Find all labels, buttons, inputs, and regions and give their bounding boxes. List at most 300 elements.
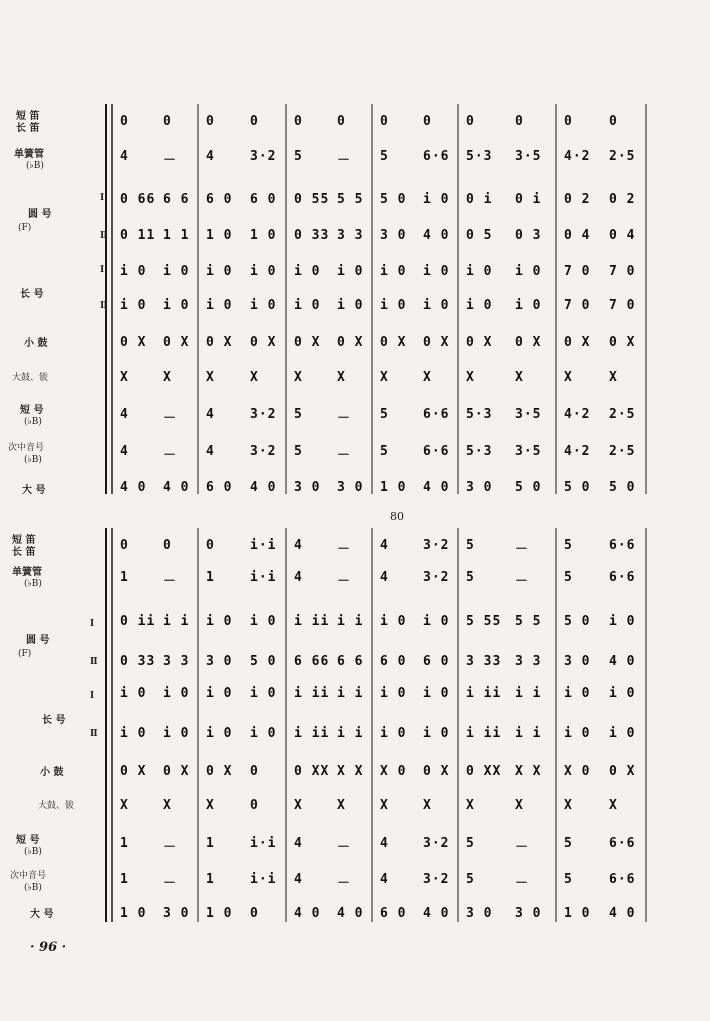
note-group: 5·3 (466, 149, 493, 164)
note-group: X (564, 370, 573, 385)
note-group: 5 (466, 538, 475, 553)
note-group: 0 X (564, 335, 591, 350)
note-group: 6 0 (380, 654, 407, 669)
note-group: 4 0 (609, 906, 636, 921)
note-group: i i (163, 614, 190, 629)
instrument-label: 大鼓、钹 (38, 801, 75, 811)
note-group: 5 0 (380, 192, 407, 207)
note-group: 0 5 (466, 228, 493, 243)
note-group: 5·3 (466, 407, 493, 422)
note-group: 0 X (380, 335, 407, 350)
note-group: － (515, 840, 530, 855)
note-group: 5 (294, 149, 303, 164)
instrument-label: 单簧管 (12, 567, 42, 578)
note-group: i 0 (250, 726, 277, 741)
note-group: 4 (206, 444, 215, 459)
note-group: 6·6 (609, 872, 636, 887)
note-group: i 0 (206, 726, 233, 741)
note-group: 4 (206, 407, 215, 422)
note-group: i 0 (120, 726, 147, 741)
note-group: i·i (250, 836, 277, 851)
note-group: i ii (294, 686, 330, 701)
note-group: 0 3 (515, 228, 542, 243)
note-group: 5 (564, 538, 573, 553)
note-group: 1 1 (163, 228, 190, 243)
note-group: X (515, 370, 524, 385)
note-group: i 0 (250, 686, 277, 701)
instrument-label: 长 号 (42, 715, 66, 726)
note-group: 4 (294, 570, 303, 585)
instrument-label: (♭B) (24, 579, 42, 589)
note-group: 4·2 (564, 444, 591, 459)
instrument-label: 圆 号 (28, 209, 52, 220)
instrument-label: 圆 号 (26, 635, 50, 646)
note-group: i 0 (466, 298, 493, 313)
note-group: 4 0 (423, 906, 450, 921)
note-group: 0 (206, 538, 215, 553)
note-group: 3·2 (250, 407, 277, 422)
note-group: X (206, 798, 215, 813)
instrument-label: Ⅱ (100, 301, 108, 311)
instrument-label: Ⅰ (100, 265, 105, 275)
note-group: X (337, 798, 346, 813)
note-group: i 0 (380, 298, 407, 313)
note-group: 5 (294, 444, 303, 459)
instrument-label: (♭B) (26, 161, 44, 171)
note-group: 4·2 (564, 407, 591, 422)
note-group: i i (515, 686, 542, 701)
note-group: 0 X (206, 335, 233, 350)
note-group: 0 (337, 114, 346, 129)
note-group: i 0 (206, 298, 233, 313)
note-group: 0 X (466, 335, 493, 350)
note-group: 1 (120, 836, 129, 851)
note-group: 5 5 (515, 614, 542, 629)
note-group: － (163, 153, 178, 168)
note-group: 0 4 (564, 228, 591, 243)
note-group: i 0 (206, 614, 233, 629)
instrument-label: 大鼓、钹 (12, 373, 49, 383)
note-group: 4 0 (163, 480, 190, 495)
note-group: i 0 (380, 264, 407, 279)
note-group: X (380, 370, 389, 385)
note-group: 3 3 (163, 654, 190, 669)
note-group: 4 0 (294, 906, 321, 921)
instrument-label: Ⅱ (90, 657, 98, 667)
instrument-label: Ⅰ (90, 619, 95, 629)
note-group: i i (515, 726, 542, 741)
note-group: 1 0 (206, 228, 233, 243)
note-group: 4 (294, 538, 303, 553)
note-group: i 0 (515, 298, 542, 313)
note-group: 0 2 (564, 192, 591, 207)
note-group: 4 (294, 872, 303, 887)
note-group: X (206, 370, 215, 385)
note-group: i ii (466, 726, 502, 741)
note-group: 4·2 (564, 149, 591, 164)
note-group: 0 (250, 906, 259, 921)
instrument-label: (F) (18, 223, 32, 233)
note-group: － (163, 840, 178, 855)
note-group: i ii (466, 686, 502, 701)
note-group: 0 (466, 114, 475, 129)
note-group: i·i (250, 570, 277, 585)
note-group: 6 0 (250, 192, 277, 207)
note-group: 5 (564, 872, 573, 887)
note-group: i 0 (120, 264, 147, 279)
note-group: － (515, 574, 530, 589)
note-group: 5 0 (609, 480, 636, 495)
note-group: 3·2 (423, 836, 450, 851)
note-group: 5 (466, 836, 475, 851)
note-group: 0 (206, 114, 215, 129)
note-group: － (163, 411, 178, 426)
instrument-label: (♭B) (24, 455, 42, 465)
note-group: 0 (423, 114, 432, 129)
instrument-label: 短 笛 (12, 535, 36, 546)
note-group: i 0 (564, 726, 591, 741)
note-group: X (609, 798, 618, 813)
note-group: 6·6 (423, 149, 450, 164)
note-group: i 0 (609, 614, 636, 629)
note-group: i 0 (163, 298, 190, 313)
instrument-label: 大 号 (30, 909, 54, 920)
note-group: 6·6 (423, 407, 450, 422)
note-group: i 0 (609, 726, 636, 741)
note-group: X (337, 370, 346, 385)
note-group: 5 (466, 872, 475, 887)
note-group: 2·5 (609, 149, 636, 164)
note-group: 0 (163, 538, 172, 553)
note-group: i 0 (466, 264, 493, 279)
note-group: 6 0 (206, 480, 233, 495)
note-group: 3 0 (380, 228, 407, 243)
note-group: X (120, 370, 129, 385)
note-group: 5 (466, 570, 475, 585)
note-group: i 0 (206, 686, 233, 701)
note-group: X (250, 370, 259, 385)
note-group: i 0 (250, 264, 277, 279)
note-group: 1 0 (380, 480, 407, 495)
note-group: － (337, 574, 352, 589)
note-group: 6·6 (609, 836, 636, 851)
note-group: 7 0 (564, 264, 591, 279)
note-group: i i (337, 726, 364, 741)
note-group: i 0 (120, 298, 147, 313)
note-group: － (163, 448, 178, 463)
note-group: 4 (206, 149, 215, 164)
note-group: － (515, 542, 530, 557)
instrument-label: 次中音号 (8, 443, 45, 453)
note-group: 4 (120, 444, 129, 459)
note-group: 5 (564, 570, 573, 585)
note-group: X (294, 798, 303, 813)
note-group: i 0 (250, 614, 277, 629)
note-group: － (337, 411, 352, 426)
note-group: 0 i (466, 192, 493, 207)
instrument-label: 长 笛 (12, 547, 36, 558)
note-group: 0 ii (120, 614, 156, 629)
note-group: 0 (294, 114, 303, 129)
note-group: i 0 (423, 726, 450, 741)
note-group: 5 0 (515, 480, 542, 495)
note-group: i 0 (380, 686, 407, 701)
note-group: X (466, 370, 475, 385)
note-group: 7 0 (609, 298, 636, 313)
note-group: 3·5 (515, 407, 542, 422)
note-group: 0 (515, 114, 524, 129)
note-group: 0 4 (609, 228, 636, 243)
note-group: 4 (380, 872, 389, 887)
note-group: i 0 (294, 264, 321, 279)
note-group: i 0 (423, 298, 450, 313)
note-group: 0 X (250, 335, 277, 350)
note-group: － (337, 153, 352, 168)
note-group: i 0 (380, 614, 407, 629)
note-group: 4 0 (609, 654, 636, 669)
instrument-label: (♭B) (24, 417, 42, 427)
note-group: 4 0 (250, 480, 277, 495)
note-group: X 0 (564, 764, 591, 779)
note-group: 4 0 (337, 906, 364, 921)
note-group: 5 (294, 407, 303, 422)
note-group: 3 33 (466, 654, 502, 669)
note-group: 0 55 (294, 192, 330, 207)
note-group: 3·2 (423, 538, 450, 553)
note-group: 5 0 (564, 614, 591, 629)
note-group: 1 (206, 872, 215, 887)
instrument-label: 小 鼓 (40, 767, 64, 778)
note-group: 6·6 (423, 444, 450, 459)
note-group: － (515, 876, 530, 891)
note-group: 3 0 (206, 654, 233, 669)
instrument-label: Ⅰ (90, 691, 95, 701)
note-group: 0 2 (609, 192, 636, 207)
instrument-label: 小 鼓 (24, 338, 48, 349)
note-group: 0 (250, 798, 259, 813)
note-group: 3 3 (515, 654, 542, 669)
note-group: i ii (294, 726, 330, 741)
note-group: 5 (380, 407, 389, 422)
note-group: 0 11 (120, 228, 156, 243)
note-group: X (163, 370, 172, 385)
note-group: － (337, 876, 352, 891)
note-group: i·i (250, 872, 277, 887)
note-group: X (609, 370, 618, 385)
note-group: i 0 (294, 298, 321, 313)
note-group: 5 5 (337, 192, 364, 207)
instrument-label: Ⅱ (100, 231, 108, 241)
note-group: 2·5 (609, 444, 636, 459)
note-group: 0 (120, 538, 129, 553)
note-group: 0 33 (120, 654, 156, 669)
note-group: i 0 (163, 264, 190, 279)
note-group: 0 XX (466, 764, 502, 779)
note-group: 3·2 (250, 149, 277, 164)
instrument-label: 单簧管 (14, 149, 44, 160)
note-group: 0 X (163, 764, 190, 779)
instrument-label: 长 笛 (16, 123, 40, 134)
note-group: X (564, 798, 573, 813)
note-group: i i (337, 686, 364, 701)
note-group: 1 0 (250, 228, 277, 243)
note-group: i 0 (564, 686, 591, 701)
note-group: X (423, 798, 432, 813)
note-group: 0 X (609, 764, 636, 779)
note-group: 5·3 (466, 444, 493, 459)
note-group: 0 X (515, 335, 542, 350)
note-group: 3 0 (515, 906, 542, 921)
note-group: 4 (380, 570, 389, 585)
note-group: 3 0 (337, 480, 364, 495)
instrument-label: 短 号 (20, 405, 44, 416)
note-group: i 0 (609, 686, 636, 701)
note-group: 0 X (609, 335, 636, 350)
note-group: 0 (380, 114, 389, 129)
note-group: 1 0 (564, 906, 591, 921)
note-group: 0 X (337, 335, 364, 350)
instrument-label: 长 号 (20, 289, 44, 300)
instrument-label: Ⅱ (90, 729, 98, 739)
note-group: X (380, 798, 389, 813)
note-group: 4 (120, 407, 129, 422)
note-group: i 0 (337, 264, 364, 279)
note-group: i 0 (337, 298, 364, 313)
instrument-label: (F) (18, 649, 32, 659)
rehearsal-mark: 80 (390, 510, 404, 523)
note-group: i 0 (423, 192, 450, 207)
note-group: 0 i (515, 192, 542, 207)
note-group: i 0 (206, 264, 233, 279)
note-group: 4 (380, 538, 389, 553)
note-group: 6·6 (609, 538, 636, 553)
note-group: i 0 (163, 686, 190, 701)
note-group: 6 66 (294, 654, 330, 669)
instrument-label: 大 号 (22, 485, 46, 496)
note-group: i 0 (515, 264, 542, 279)
note-group: 1 (120, 872, 129, 887)
note-group: 0 (609, 114, 618, 129)
note-group: 1 (120, 570, 129, 585)
note-group: 0 (564, 114, 573, 129)
note-group: 0 (120, 114, 129, 129)
note-group: 5 0 (564, 480, 591, 495)
note-group: 3 0 (163, 906, 190, 921)
note-group: X (163, 798, 172, 813)
instrument-label: 短 笛 (16, 111, 40, 122)
note-group: 0 X (423, 764, 450, 779)
note-group: 6·6 (609, 570, 636, 585)
note-group: － (337, 542, 352, 557)
instrument-label: 短 号 (16, 835, 40, 846)
note-group: 7 0 (609, 264, 636, 279)
note-group: i 0 (423, 264, 450, 279)
instrument-label: (♭B) (24, 883, 42, 893)
note-group: 0 (163, 114, 172, 129)
note-group: 3·2 (423, 570, 450, 585)
note-group: 1 0 (206, 906, 233, 921)
note-group: X (466, 798, 475, 813)
note-group: 1 (206, 570, 215, 585)
note-group: 5 (380, 149, 389, 164)
note-group: i 0 (250, 298, 277, 313)
note-group: 0 X (120, 335, 147, 350)
note-group: 4 (120, 149, 129, 164)
note-group: i 0 (423, 686, 450, 701)
note-group: i 0 (380, 726, 407, 741)
note-group: 0 X (120, 764, 147, 779)
note-group: 1 (206, 836, 215, 851)
note-group: 4 0 (120, 480, 147, 495)
instrument-label: 次中音号 (10, 871, 47, 881)
note-group: 0 (250, 764, 259, 779)
note-group: 0 X (423, 335, 450, 350)
note-group: X X (515, 764, 542, 779)
note-group: 7 0 (564, 298, 591, 313)
note-group: 3 0 (294, 480, 321, 495)
note-group: 0 33 (294, 228, 330, 243)
note-group: 5 (380, 444, 389, 459)
note-group: 4 (380, 836, 389, 851)
note-group: 0 X (294, 335, 321, 350)
note-group: 6 0 (423, 654, 450, 669)
note-group: 3 0 (564, 654, 591, 669)
note-group: i 0 (423, 614, 450, 629)
note-group: i i (337, 614, 364, 629)
note-group: i ii (294, 614, 330, 629)
note-group: 6 6 (163, 192, 190, 207)
note-group: 1 0 (120, 906, 147, 921)
note-group: 2·5 (609, 407, 636, 422)
note-group: － (337, 448, 352, 463)
note-group: 6 6 (337, 654, 364, 669)
note-group: 3 0 (466, 480, 493, 495)
note-group: i 0 (163, 726, 190, 741)
note-group: 0 66 (120, 192, 156, 207)
note-group: X X (337, 764, 364, 779)
note-group: 0 X (163, 335, 190, 350)
note-group: 5 0 (250, 654, 277, 669)
note-group: 4 0 (423, 480, 450, 495)
note-group: 0 XX (294, 764, 330, 779)
note-group: 3 0 (466, 906, 493, 921)
note-group: 3 3 (337, 228, 364, 243)
note-group: 3·5 (515, 444, 542, 459)
instrument-label: Ⅰ (100, 193, 105, 203)
note-group: 6 0 (380, 906, 407, 921)
instrument-label: (♭B) (24, 847, 42, 857)
note-group: X (294, 370, 303, 385)
note-group: 3·5 (515, 149, 542, 164)
note-group: 4 0 (423, 228, 450, 243)
note-group: 4 (294, 836, 303, 851)
note-group: 5 55 (466, 614, 502, 629)
note-group: X (515, 798, 524, 813)
note-group: － (163, 876, 178, 891)
note-group: 3·2 (423, 872, 450, 887)
page-number: · 96 · (30, 940, 67, 955)
note-group: 0 (250, 114, 259, 129)
note-group: X (120, 798, 129, 813)
note-group: － (163, 574, 178, 589)
note-group: 3·2 (250, 444, 277, 459)
note-group: 0 X (206, 764, 233, 779)
note-group: X (423, 370, 432, 385)
note-group: i 0 (120, 686, 147, 701)
note-group: 5 (564, 836, 573, 851)
note-group: i·i (250, 538, 277, 553)
note-group: － (337, 840, 352, 855)
